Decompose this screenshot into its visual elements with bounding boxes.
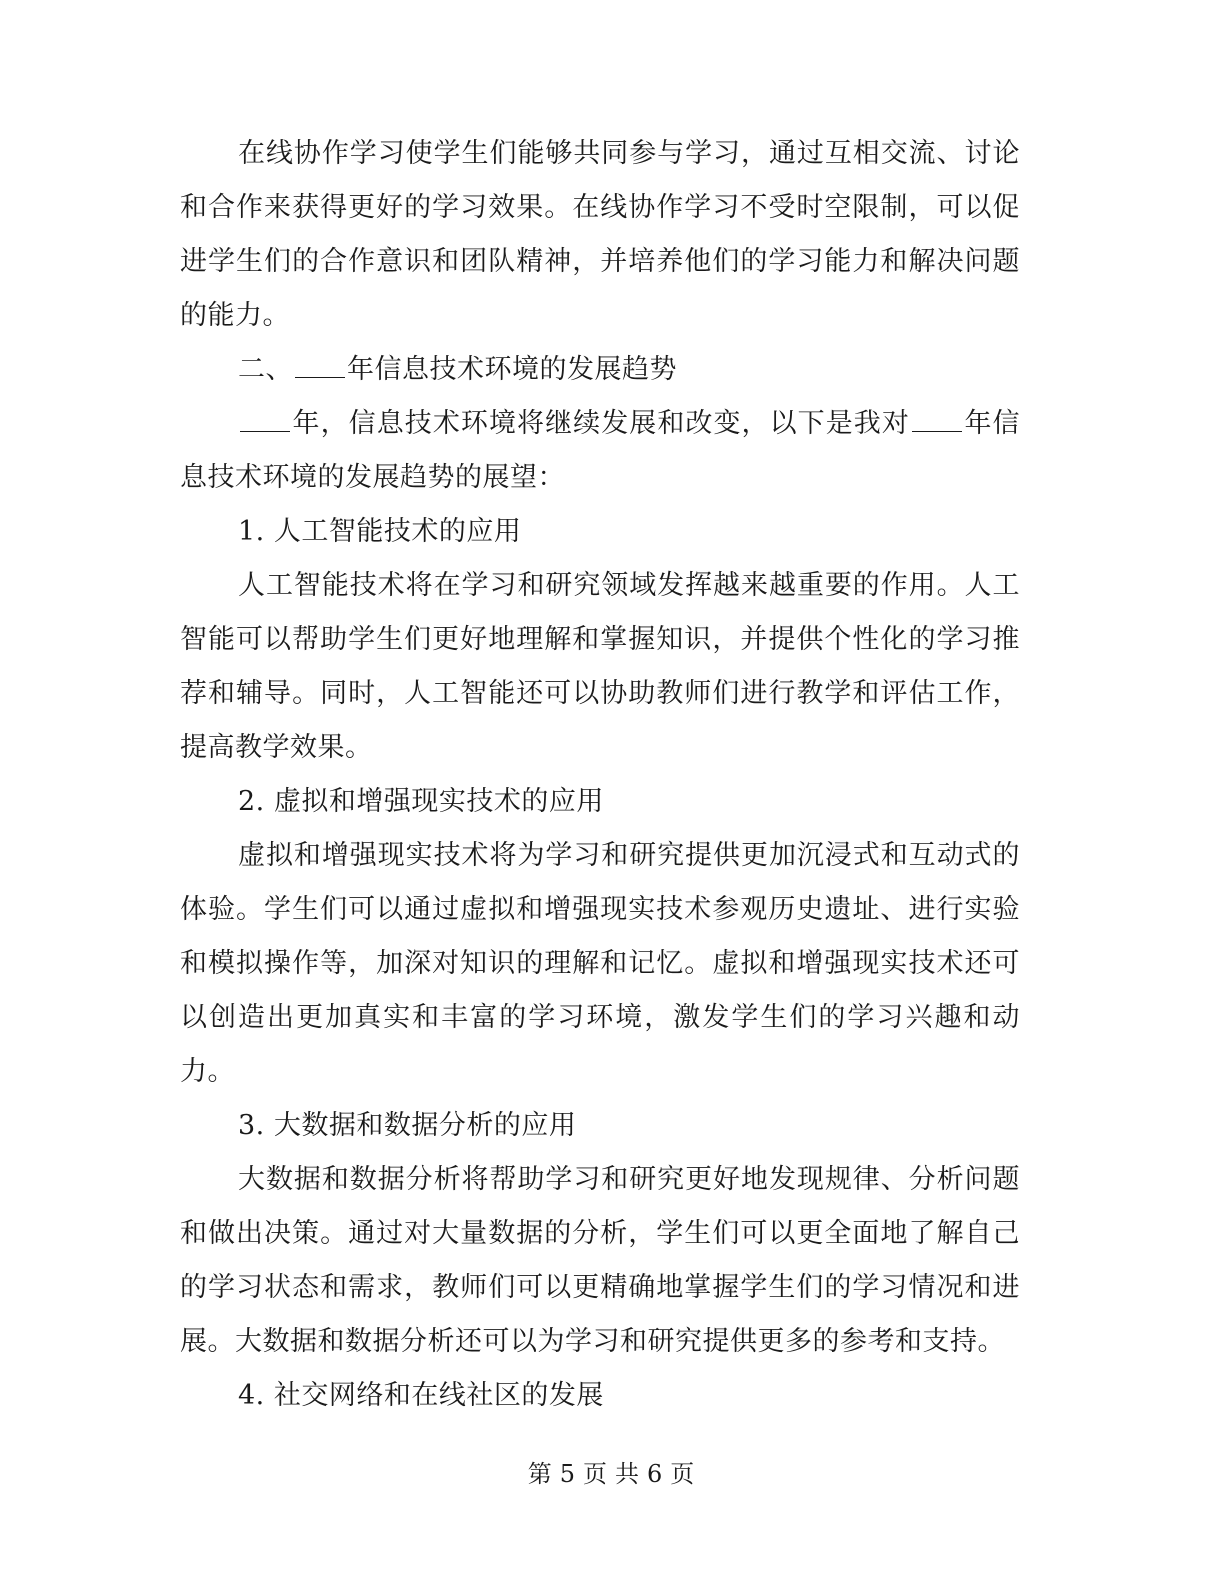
paragraph-big-data: 大数据和数据分析将帮助学习和研究更好地发现规律、分析问题和做出决策。通过对大量数据的分析，学生们可以更全面地了解自己的学习状态和需求，教师们可以更精确地掌握学生们的学习情况和进展。大数据和数据分析还可以为学习和研究提供更多的参考和支持。 (180, 1164, 1020, 1357)
footer-page-word: 页 (583, 1460, 609, 1488)
year-blank (240, 401, 290, 432)
paragraph-online-collaboration: 在线协作学习使学生们能够共同参与学习，通过互相交流、讨论和合作来获得更好的学习效果。在线协作学习不受时空限制，可以促进学生们的合作意识和团队精神，并培养他们的学习能力和解决问题的能力。 (180, 138, 1020, 331)
year-blank (912, 401, 962, 432)
subheading-vr-ar: 2. 虚拟和增强现实技术的应用 (238, 786, 604, 817)
subheading-ai: 1. 人工智能技术的应用 (238, 516, 522, 547)
section-number: 二、 (238, 354, 293, 385)
footer-total-word: 共 (615, 1460, 641, 1488)
paragraph-vr-ar: 虚拟和增强现实技术将为学习和研究提供更加沉浸式和互动式的体验。学生们可以通过虚拟和增强现实技术参观历史遗址、进行实验和模拟操作等，加深对知识的理解和记忆。虚拟和增强现实技术还可以创造出更加真实和丰富的学习环境，激发学生们的学习兴趣和动力。 (180, 840, 1020, 1087)
footer-prefix: 第 (527, 1460, 554, 1488)
page-total: 6 (647, 1460, 665, 1488)
outlook-text-1: 年，信息技术环境将继续发展和改变，以下是我对 (292, 408, 910, 439)
document-page (180, 127, 1020, 1423)
page-footer (0, 1454, 1224, 1489)
year-blank (295, 347, 345, 378)
paragraph-ai: 人工智能技术将在学习和研究领域发挥越来越重要的作用。人工智能可以帮助学生们更好地理解和掌握知识，并提供个性化的学习推荐和辅导。同时，人工智能还可以协助教师们进行教学和评估工作，提高教学效果。 (180, 570, 1020, 763)
outlook-text-2: 年信息技术环境的发展趋势的展望： (180, 408, 1021, 493)
section-title: 年信息技术环境的发展趋势 (347, 354, 677, 385)
footer-suffix: 页 (670, 1460, 697, 1488)
subheading-social-network: 4. 社交网络和在线社区的发展 (238, 1380, 604, 1411)
page-current: 5 (559, 1460, 577, 1488)
paragraph-outlook (180, 397, 1020, 505)
section-heading-trends (180, 343, 1020, 397)
subheading-big-data: 3. 大数据和数据分析的应用 (238, 1110, 577, 1141)
